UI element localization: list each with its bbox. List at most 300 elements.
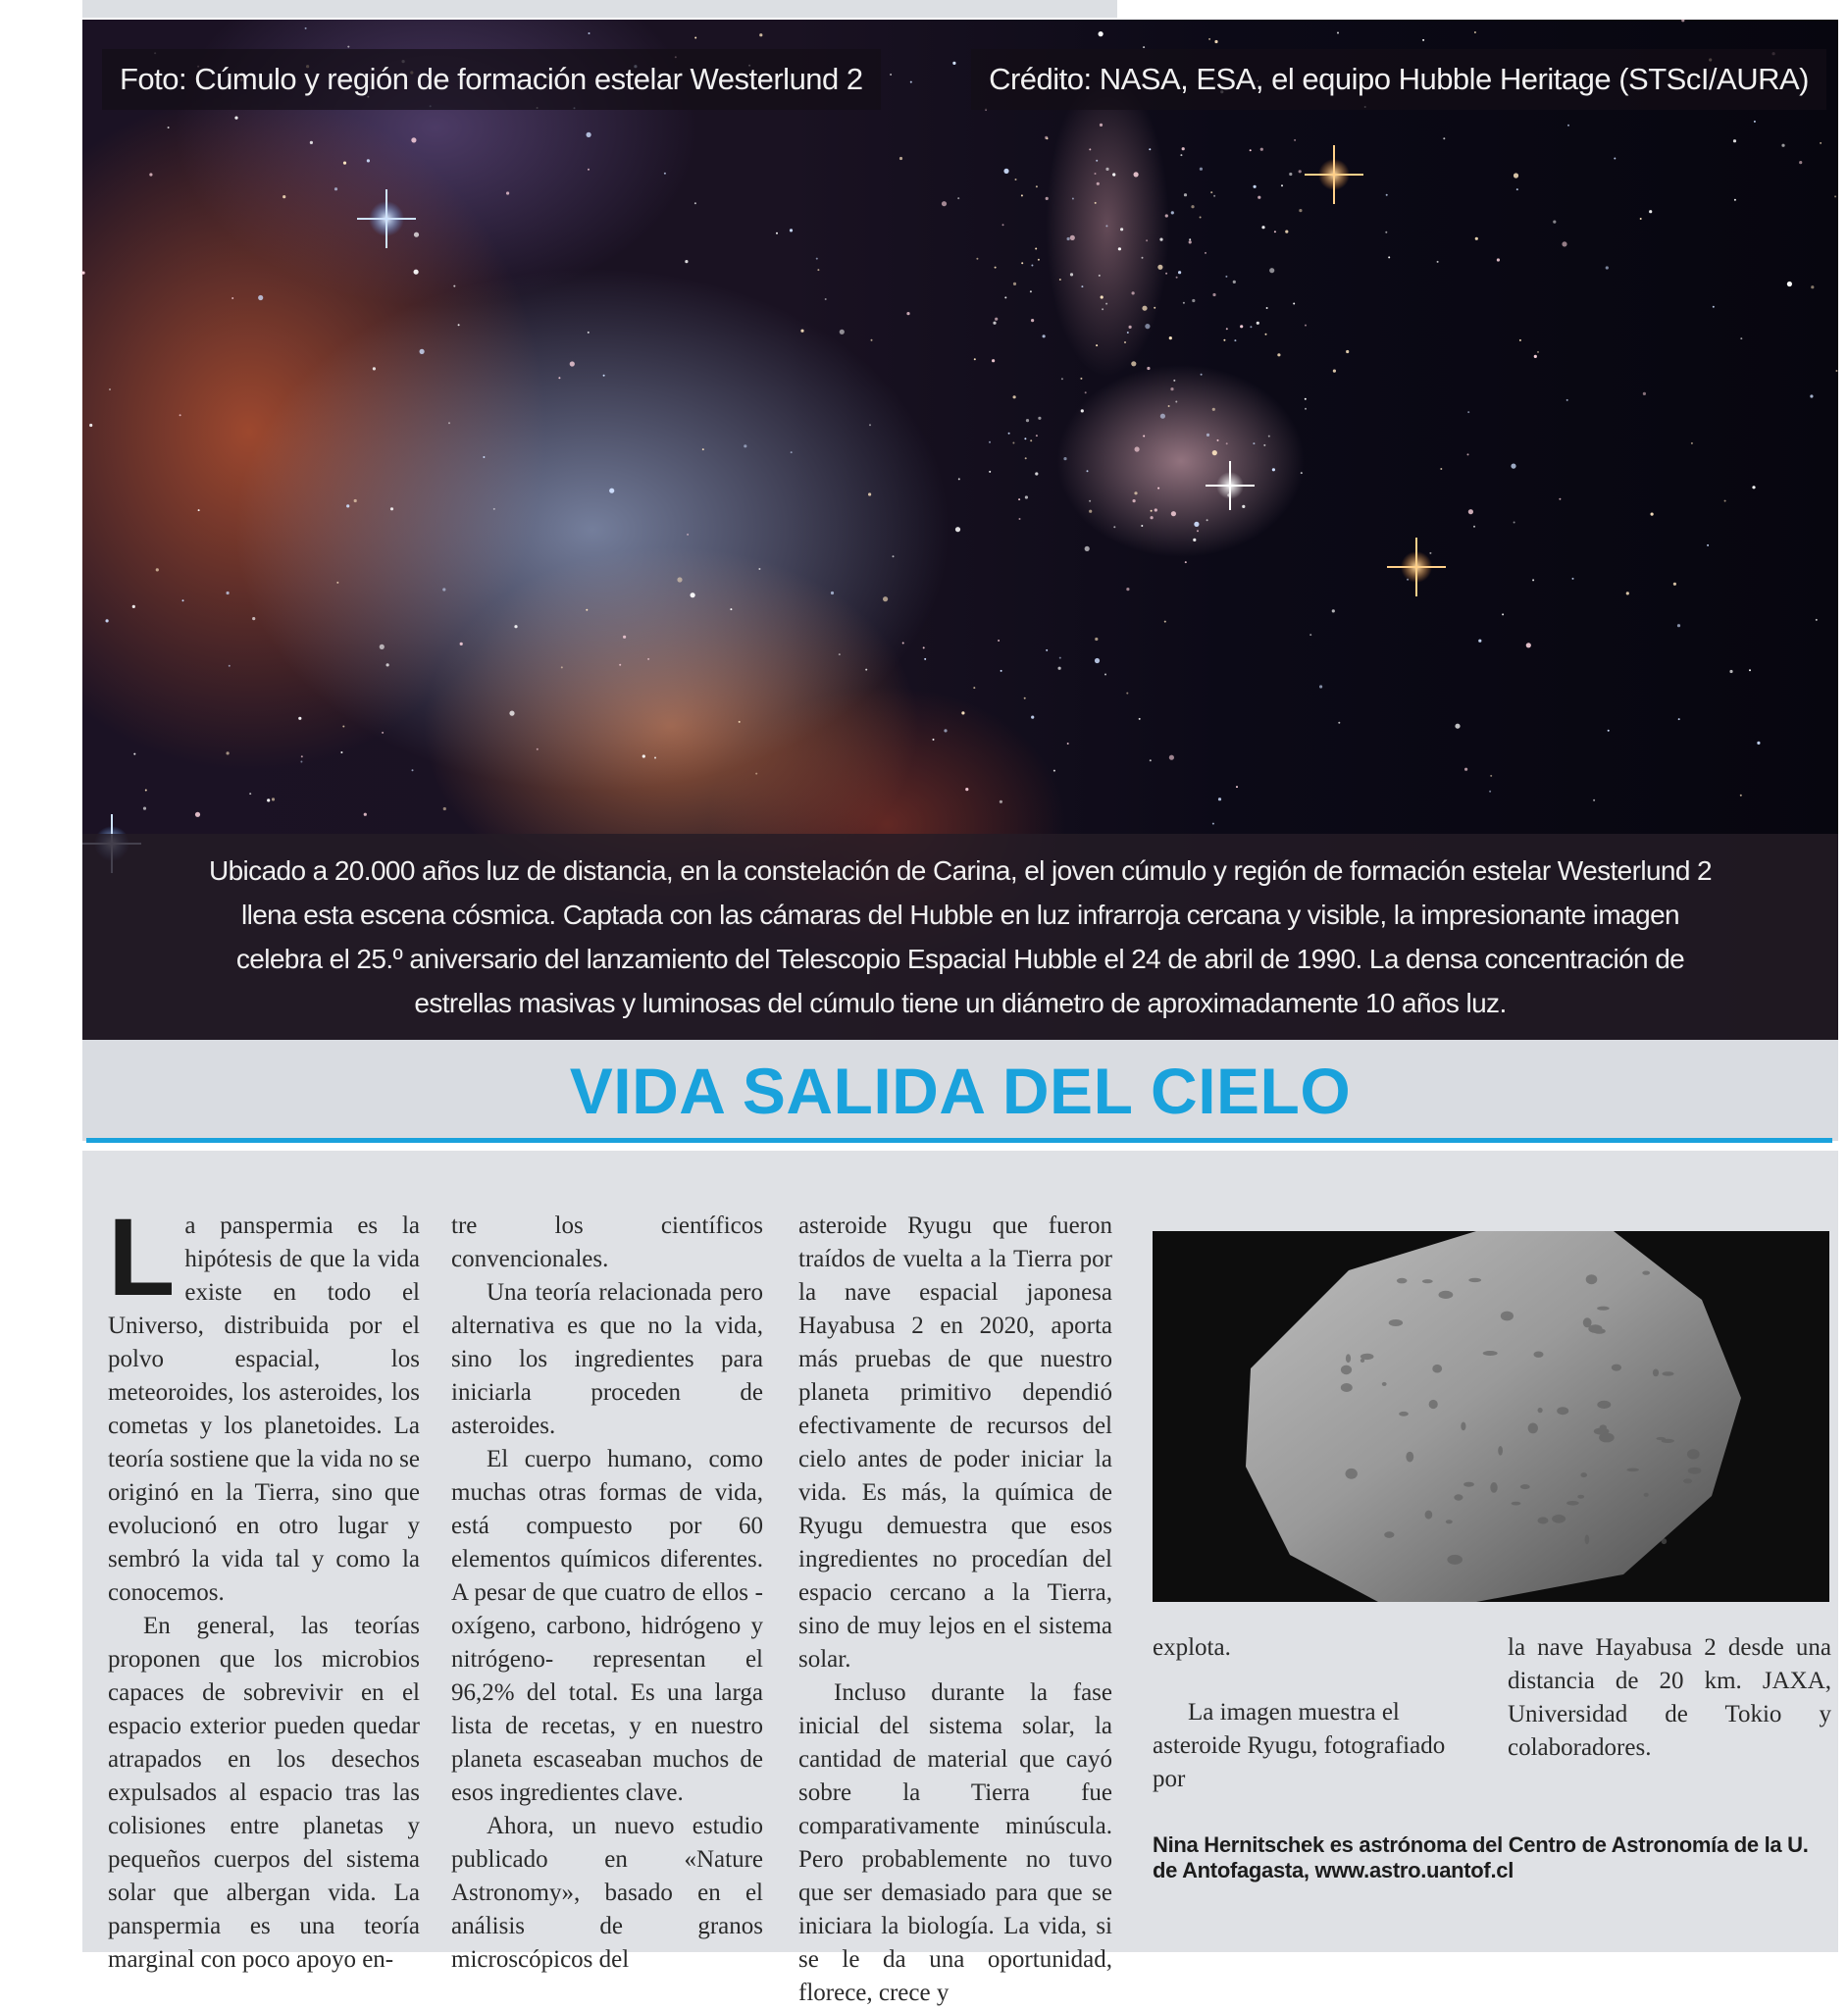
star (1143, 46, 1145, 48)
ryugu-asteroid-photo (1153, 1231, 1829, 1602)
star (1015, 179, 1017, 180)
star (906, 312, 909, 315)
crater (1422, 1279, 1433, 1283)
star (1149, 148, 1151, 150)
star (1143, 436, 1145, 438)
star (1443, 137, 1445, 139)
star (1299, 170, 1302, 173)
photo-caption: Ubicado a 20.000 años luz de distancia, en la constelación de Carina, el joven cúmulo y región de formación estelar Westerlund 2 llena esta escena cósmica. Captada con las cámaras del Hubble en luz infrarroja cercana y visible, la impresionante imagen celebra el 25.º aniversario del lanzamiento del Telescopio Espacial Hubble el 24 de abril de 1990. La densa concentración de estrellas masivas y luminosas del cúmulo tiene un diámetro de aproximadamente 10 años luz. (208, 855, 1713, 1018)
star (1001, 670, 1002, 672)
star (1131, 361, 1136, 366)
star (1087, 470, 1089, 472)
star (1305, 408, 1307, 410)
star (800, 330, 803, 333)
star (132, 605, 135, 608)
star (942, 201, 947, 206)
star (453, 285, 455, 287)
star (1159, 238, 1162, 241)
star (1036, 185, 1038, 187)
star (694, 202, 696, 204)
star (755, 773, 757, 775)
crater (1580, 1472, 1587, 1477)
star (989, 441, 991, 443)
star (1265, 334, 1267, 335)
star (883, 596, 888, 601)
crater (1397, 1278, 1408, 1284)
bright-star-blue-1 (357, 189, 416, 248)
crater (1360, 1354, 1374, 1360)
star (890, 74, 892, 76)
star (1319, 685, 1322, 688)
star (1263, 444, 1265, 446)
star (561, 666, 563, 668)
star (1516, 188, 1518, 190)
star (133, 753, 135, 755)
star (1021, 262, 1023, 264)
star (1205, 252, 1206, 254)
star (840, 330, 845, 335)
crater (1382, 1382, 1387, 1386)
star (1816, 619, 1818, 621)
star (1787, 282, 1792, 286)
star (899, 157, 902, 160)
star (1834, 195, 1836, 197)
star (1593, 799, 1595, 801)
star (412, 769, 414, 771)
star (1180, 154, 1182, 156)
star (234, 117, 237, 120)
star (448, 422, 450, 424)
star (588, 169, 590, 171)
star (759, 33, 762, 36)
star (1305, 398, 1307, 400)
star (1289, 173, 1292, 176)
crater (1538, 1408, 1543, 1413)
star (1332, 609, 1335, 612)
star (305, 27, 307, 29)
crater (1498, 1446, 1503, 1456)
star (1070, 235, 1075, 240)
star (282, 195, 285, 198)
star (1133, 499, 1136, 502)
star (1223, 339, 1225, 341)
star (933, 739, 935, 741)
star (1036, 435, 1038, 437)
crater (1656, 1437, 1666, 1440)
star (1836, 370, 1838, 372)
star (1061, 378, 1063, 380)
star (1606, 266, 1609, 269)
star (1095, 173, 1097, 175)
star (483, 456, 485, 458)
crater (1389, 1319, 1403, 1326)
star (1157, 488, 1159, 490)
star (1537, 351, 1539, 353)
star (1567, 125, 1569, 127)
star (1025, 495, 1028, 498)
star (831, 592, 834, 594)
star (1266, 307, 1268, 309)
star (1250, 326, 1252, 328)
star (1559, 498, 1561, 500)
crater (1446, 1520, 1453, 1523)
star (149, 173, 152, 176)
asteroid-caption-left (1153, 1631, 1476, 1796)
top-strip (82, 0, 1117, 18)
star (267, 799, 270, 801)
crater (1490, 1482, 1497, 1493)
star (1113, 526, 1115, 528)
star (1089, 510, 1092, 513)
photo-caption-box (82, 834, 1838, 1040)
star (1214, 40, 1217, 43)
star (993, 322, 996, 325)
star (1150, 759, 1152, 761)
star (258, 295, 263, 300)
star (1063, 457, 1066, 460)
star (1649, 210, 1652, 213)
star (373, 367, 376, 370)
star (1799, 161, 1802, 164)
star (1200, 168, 1203, 171)
star (865, 669, 867, 671)
star (1129, 326, 1132, 329)
star (1102, 308, 1104, 310)
star (1067, 237, 1070, 240)
star (791, 451, 793, 453)
star (1081, 285, 1083, 287)
star (1643, 392, 1646, 395)
crater (1644, 1493, 1649, 1497)
star (1478, 640, 1481, 643)
crater (1597, 1307, 1610, 1311)
star (1455, 724, 1460, 729)
crater (1662, 1538, 1668, 1544)
star (1206, 519, 1208, 521)
star (1089, 500, 1091, 502)
crater (1461, 1422, 1465, 1431)
star (1233, 281, 1236, 283)
star (1184, 193, 1187, 196)
star (1437, 261, 1439, 263)
star (1000, 800, 1002, 803)
star (1261, 226, 1264, 229)
star (1225, 276, 1227, 278)
star (390, 507, 393, 510)
star (1126, 588, 1129, 591)
star (1234, 339, 1236, 341)
star (1213, 195, 1215, 197)
star (1757, 742, 1760, 745)
star (1226, 442, 1228, 444)
star (910, 81, 912, 83)
crater (1627, 1469, 1639, 1472)
star (1170, 387, 1173, 390)
star (1468, 509, 1473, 514)
star (839, 653, 841, 655)
star (1124, 341, 1126, 343)
star (944, 729, 947, 732)
star (1169, 755, 1174, 760)
star (1272, 468, 1275, 471)
crater (1642, 1271, 1650, 1275)
star (1440, 468, 1442, 470)
star (589, 32, 590, 34)
headline-band (82, 1040, 1838, 1141)
star (1464, 768, 1467, 771)
star (1422, 39, 1424, 41)
bright-star-orange-1 (1305, 145, 1363, 204)
star (1519, 339, 1521, 341)
star (976, 258, 978, 260)
crater (1557, 1407, 1568, 1415)
crater (1566, 1501, 1579, 1506)
crater (1346, 1469, 1358, 1479)
star (1085, 391, 1087, 393)
crater (1687, 1449, 1700, 1459)
star (506, 191, 509, 194)
star (1299, 209, 1302, 212)
star (1713, 306, 1715, 308)
star (156, 568, 159, 571)
star (1003, 169, 1008, 174)
star (1309, 634, 1311, 636)
star (1151, 516, 1154, 519)
star (1142, 306, 1147, 311)
star (1165, 273, 1167, 275)
star (1640, 218, 1642, 220)
star (923, 646, 925, 648)
paragraph: tre los científicos convencionales. (451, 1212, 763, 1272)
paragraph: El cuerpo humano, como muchas otras formas de vida, está compuesto por 60 elementos químicos diferentes. A pesar de que cuatro de ellos -oxígeno, carbono, hidrógeno y nitrógeno- representan el 96,2% del total. Es una larga lista de recetas, y en nuestro planeta escaseaban muchos de esos ingredientes clave. (451, 1446, 763, 1806)
star (1212, 408, 1215, 411)
star (1562, 241, 1566, 246)
star (1038, 259, 1040, 261)
star (958, 478, 960, 480)
star (1101, 295, 1104, 298)
star (619, 664, 621, 666)
star (1226, 328, 1228, 330)
star (1811, 285, 1814, 288)
star (1141, 525, 1143, 527)
star (1004, 296, 1006, 298)
star (957, 197, 959, 199)
crater (1512, 1502, 1521, 1506)
crater (1683, 1478, 1692, 1483)
star (1608, 730, 1610, 732)
crater (1468, 1278, 1481, 1282)
star (1754, 121, 1756, 123)
star (1112, 173, 1115, 176)
star (1707, 544, 1709, 546)
article-column-1 (108, 1196, 420, 1977)
star (1511, 464, 1515, 469)
star (1013, 283, 1016, 285)
star (1157, 265, 1162, 270)
star (1043, 335, 1046, 337)
star (180, 414, 181, 416)
star (1024, 438, 1026, 439)
star (744, 444, 746, 447)
star (1035, 248, 1037, 250)
star (1081, 409, 1084, 412)
star (558, 377, 560, 379)
star (1025, 457, 1027, 459)
crater (1586, 1274, 1598, 1284)
star (301, 755, 303, 757)
star (1031, 319, 1034, 322)
crater (1600, 1424, 1607, 1430)
star (343, 162, 346, 165)
star (1189, 240, 1192, 243)
star (973, 687, 975, 689)
star (89, 424, 92, 427)
star (1475, 237, 1478, 240)
star (1142, 257, 1144, 259)
star (758, 568, 760, 570)
paragraph: En general, las teorías proponen que los microbios capaces de sobrevivir en el espacio exterior pueden quedar atrapados en los desechos expulsados al espacio tras las colisiones entre planetas y pequeños cuerpos del sistema solar que albergan vida. La panspermia es una teoría marginal con poco apoyo en- (108, 1613, 420, 1973)
star (1274, 231, 1276, 232)
star (642, 754, 645, 757)
star (1182, 147, 1185, 150)
star (298, 717, 301, 720)
star (1095, 638, 1098, 641)
star (1072, 198, 1074, 200)
star (1059, 657, 1061, 659)
star (1201, 374, 1203, 376)
star (687, 534, 689, 536)
star (1268, 436, 1270, 438)
asteroid-caption-text-b: la nave Hayabusa 2 desde una distancia de 20 km. JAXA, Universidad de Tokio y colaboradores. (1508, 1634, 1831, 1761)
star (231, 297, 233, 299)
star (1210, 191, 1212, 193)
crater (1384, 1531, 1394, 1538)
crater (1429, 1400, 1438, 1409)
star (106, 619, 109, 622)
star (1673, 583, 1676, 586)
star (81, 272, 84, 275)
star (1473, 526, 1475, 528)
crater (1612, 1365, 1621, 1371)
star (664, 173, 666, 175)
star (1534, 355, 1537, 358)
star (1026, 419, 1029, 422)
star (1467, 411, 1469, 413)
star (1100, 124, 1103, 127)
star (1651, 513, 1654, 516)
star (1192, 299, 1195, 302)
star (336, 582, 338, 584)
star (168, 127, 170, 129)
star (587, 132, 591, 137)
star (310, 141, 313, 144)
star (1781, 144, 1784, 147)
star (340, 751, 342, 753)
star (694, 37, 696, 39)
star (1135, 446, 1140, 451)
star (1285, 231, 1288, 233)
star (1338, 722, 1340, 724)
star (1553, 221, 1556, 224)
article-column-3 (798, 1210, 1112, 2010)
star (1258, 196, 1260, 199)
star (1154, 307, 1155, 309)
star (790, 229, 793, 232)
star (195, 812, 200, 817)
star (1185, 561, 1187, 563)
star (1197, 530, 1199, 532)
star (1388, 256, 1390, 258)
star (1047, 137, 1049, 139)
star (1749, 669, 1751, 671)
star (1030, 439, 1032, 441)
star (1502, 613, 1504, 615)
star (380, 644, 385, 649)
star (1269, 268, 1274, 273)
star (1155, 508, 1157, 511)
star (537, 748, 539, 750)
star (1046, 197, 1049, 200)
star (1080, 378, 1082, 380)
star (1095, 202, 1097, 204)
star (1626, 592, 1629, 594)
star (1035, 472, 1038, 475)
crater (1538, 1517, 1549, 1523)
star (1217, 439, 1219, 441)
paragraph (108, 1196, 420, 1610)
crater (1501, 1312, 1514, 1321)
star (1429, 552, 1431, 554)
star (1333, 370, 1336, 373)
star (414, 270, 419, 275)
star (1053, 770, 1055, 772)
star (1168, 405, 1170, 407)
star (354, 499, 357, 502)
star (1126, 693, 1128, 695)
star (1691, 442, 1693, 444)
star (1614, 158, 1616, 160)
star (702, 448, 704, 450)
star (730, 608, 732, 610)
star (1105, 303, 1107, 305)
star (1059, 279, 1061, 281)
star (460, 643, 463, 645)
star (1294, 139, 1296, 141)
star (1018, 498, 1020, 500)
star (776, 232, 778, 234)
star (1038, 417, 1041, 420)
star (1729, 670, 1732, 673)
star (609, 489, 614, 493)
star (1118, 247, 1121, 250)
star (1474, 31, 1476, 33)
star (300, 761, 302, 763)
star (1132, 291, 1135, 294)
crater (1585, 1535, 1590, 1545)
star (1305, 325, 1307, 327)
star (1489, 791, 1491, 793)
star (1147, 367, 1150, 370)
star (1085, 546, 1090, 551)
asteroid-illustration (1153, 1231, 1829, 1602)
star (1019, 518, 1021, 520)
star (1013, 395, 1016, 398)
star (1164, 621, 1166, 623)
star (989, 471, 991, 473)
star (249, 793, 251, 795)
star (1514, 522, 1515, 524)
star (1067, 743, 1069, 745)
